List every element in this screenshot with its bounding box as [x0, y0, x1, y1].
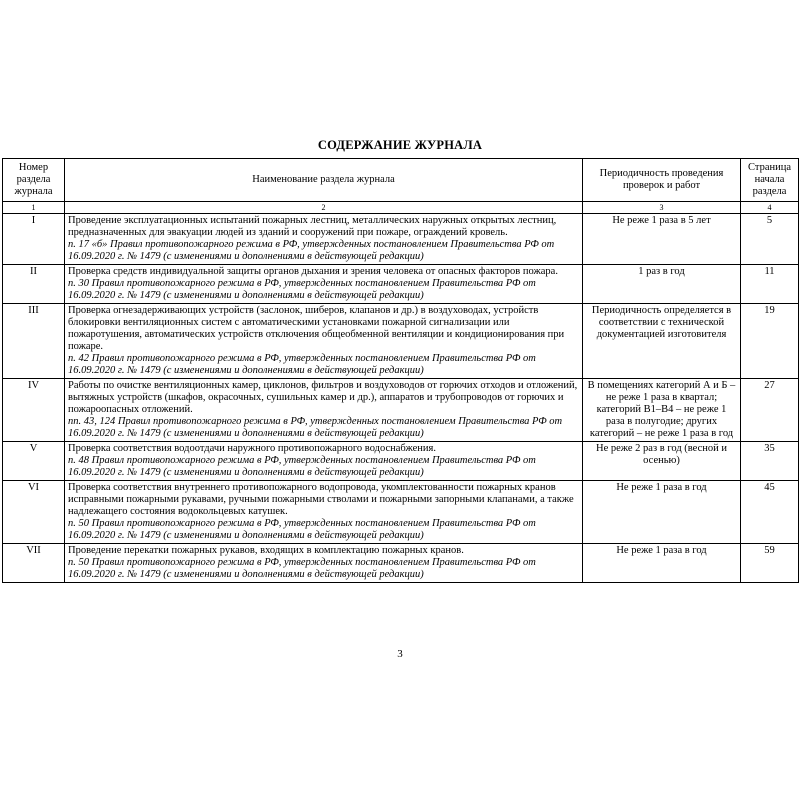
section-periodicity: Не реже 1 раза в 5 лет: [583, 214, 741, 265]
section-periodicity: В помещениях категорий А и Б – не реже 1 раза в квартал; категорий В1–В4 – не реже 1 раза в полугодие; других категорий – не реже 1 раза в год: [583, 379, 741, 442]
col-index: 4: [741, 202, 799, 214]
table-row: [3, 214, 799, 265]
section-description: Проверка соответствия водоотдачи наружного противопожарного водоснабжения.: [68, 443, 436, 454]
section-number: I: [3, 214, 65, 265]
table-row: [3, 265, 799, 304]
section-periodicity: 1 раз в год: [583, 265, 741, 304]
section-start-page: 45: [741, 481, 799, 544]
section-periodicity: Не реже 1 раза в год: [583, 481, 741, 544]
col-header-number: Номер раздела журнала: [3, 159, 65, 202]
section-reference: п. 30 Правил противопожарного режима в РФ, утвержденных постановлением Правительства РФ от 16.09.2020 г. № 1479 (с изменениями и дополнениями в действующей редакции): [68, 278, 536, 301]
contents-table: [2, 158, 799, 583]
col-header-page: Страница начала раздела: [741, 159, 799, 202]
section-number: V: [3, 442, 65, 481]
section-name-cell: [65, 481, 583, 544]
section-description: Проверка соответствия внутреннего противопожарного водопровода, укомплектованности пожарных кранов исправными пожарными рукавами, ручными пожарными стволами и пожарными запорными клапанами, а также надлежащего состояния водокольцевых катушек.: [68, 482, 574, 517]
section-name-cell: [65, 544, 583, 583]
section-name-cell: [65, 379, 583, 442]
section-start-page: 27: [741, 379, 799, 442]
section-reference: п. 48 Правил противопожарного режима в РФ, утвержденных постановлением Правительства РФ от 16.09.2020 г. № 1479 (с изменениями и дополнениями в действующей редакции): [68, 455, 536, 478]
section-periodicity: Периодичность определяется в соответствии с технической документацией изготовителя: [583, 304, 741, 379]
section-name-cell: [65, 214, 583, 265]
section-reference: п. 42 Правил противопожарного режима в РФ, утвержденных постановлением Правительства РФ от 16.09.2020 г. № 1479 (с изменениями и дополнениями в действующей редакции): [68, 353, 536, 376]
col-header-name: Наименование раздела журнала: [65, 159, 583, 202]
section-number: VI: [3, 481, 65, 544]
col-index: 1: [3, 202, 65, 214]
table-row: [3, 304, 799, 379]
section-name-cell: [65, 304, 583, 379]
section-start-page: 35: [741, 442, 799, 481]
section-start-page: 19: [741, 304, 799, 379]
col-index: 2: [65, 202, 583, 214]
section-description: Проведение перекатки пожарных рукавов, входящих в комплектацию пожарных кранов.: [68, 545, 464, 556]
section-reference: п. 50 Правил противопожарного режима в РФ, утвержденных постановлением Правительства РФ от 16.09.2020 г. № 1479 (с изменениями и дополнениями в действующей редакции): [68, 557, 536, 580]
page-title: СОДЕРЖАНИЕ ЖУРНАЛА: [317, 138, 483, 152]
section-description: Проверка средств индивидуальной защиты органов дыхания и зрения человека от опасных факторов пожара.: [68, 266, 558, 277]
table-row: [3, 442, 799, 481]
section-number: II: [3, 265, 65, 304]
header-row: [3, 159, 799, 202]
col-index: 3: [583, 202, 741, 214]
section-reference: пп. 43, 124 Правил противопожарного режима в РФ, утвержденных постановлением Правительства РФ от 16.09.2020 г. № 1479 (с изменениями и дополнениями в действующей редакции): [68, 416, 563, 439]
section-description: Проведение эксплуатационных испытаний пожарных лестниц, металлических наружных открытых лестниц, предназначенных для эвакуации людей из зданий и сооружений при пожаре, ограждений кровель.: [68, 215, 557, 238]
section-name-cell: [65, 265, 583, 304]
section-description: Проверка огнезадерживающих устройств (заслонок, шиберов, клапанов и др.) в воздуховодах, устройств блокировки вентиляционных систем с автоматическими установками пожарной сигнализации или пожаротушения, автоматических устройств отключения общеобменной вентиляции и кондиционирования при пожаре.: [68, 305, 565, 352]
section-periodicity: Не реже 1 раза в год: [583, 544, 741, 583]
section-number: VII: [3, 544, 65, 583]
page-number: 3: [397, 648, 403, 660]
section-start-page: 5: [741, 214, 799, 265]
section-reference: п. 50 Правил противопожарного режима в РФ, утвержденных постановлением Правительства РФ от 16.09.2020 г. № 1479 (с изменениями и дополнениями в действующей редакции): [68, 518, 536, 541]
section-number: IV: [3, 379, 65, 442]
col-header-period: Периодичность проведения проверок и работ: [583, 159, 741, 202]
table-row: [3, 481, 799, 544]
section-periodicity: Не реже 2 раз в год (весной и осенью): [583, 442, 741, 481]
section-reference: п. 17 «б» Правил противопожарного режима в РФ, утвержденных постановлением Правительства РФ от 16.09.2020 г. № 1479 (с изменениями и дополнениями в действующей редакции): [68, 239, 555, 262]
section-name-cell: [65, 442, 583, 481]
section-start-page: 11: [741, 265, 799, 304]
column-index-row: [3, 202, 799, 214]
section-number: III: [3, 304, 65, 379]
section-start-page: 59: [741, 544, 799, 583]
table-row: [3, 544, 799, 583]
table-row: [3, 379, 799, 442]
section-description: Работы по очистке вентиляционных камер, циклонов, фильтров и воздуховодов от горючих отходов и отложений, вытяжных устройств (шкафов, окрасочных, сушильных камер и др.), аппаратов и трубопроводов от горючих и пожароопасных отложений.: [68, 380, 578, 415]
